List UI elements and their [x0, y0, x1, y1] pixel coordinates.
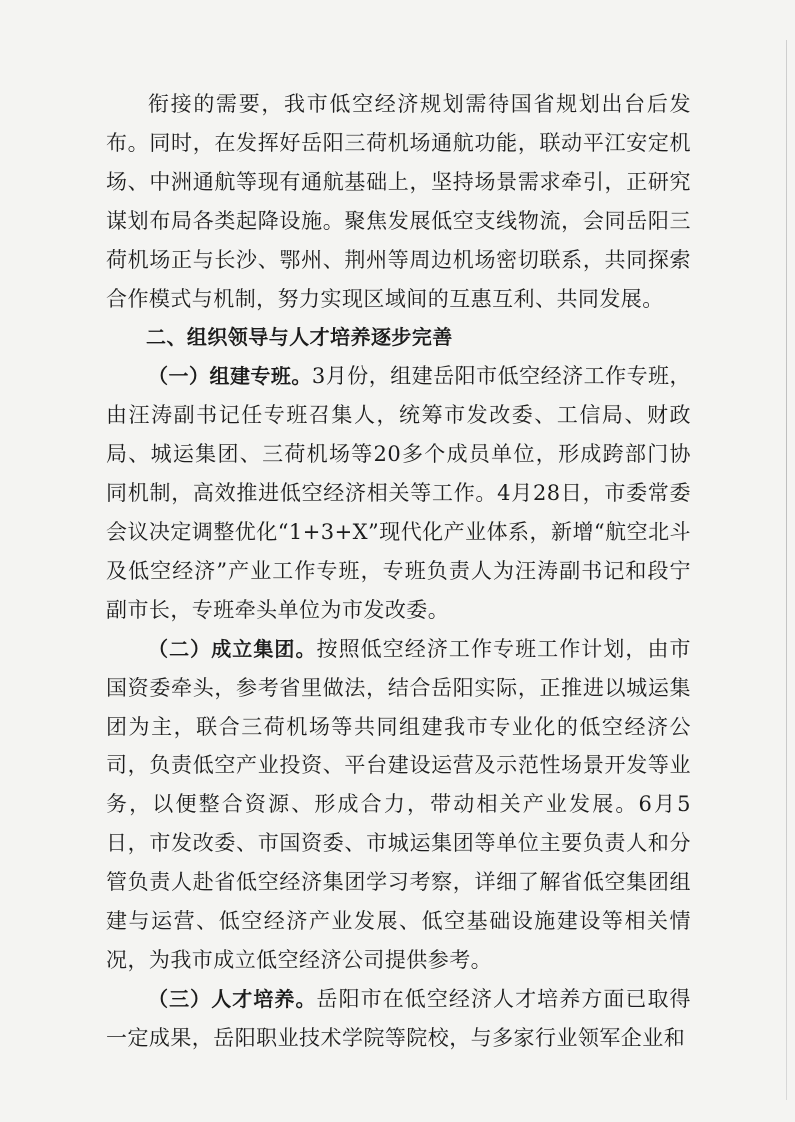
paragraph-talent	[106, 980, 691, 1058]
paragraph-group	[106, 630, 691, 980]
scan-edge-line	[786, 40, 787, 1100]
subheading-task-force: （一）组建专班。	[148, 364, 312, 389]
subheading-group: （二）成立集团。	[148, 636, 317, 661]
paragraph-task-force	[106, 357, 691, 629]
document-body	[106, 85, 691, 1058]
section-heading-2: 二、组织领导与人才培养逐步完善	[146, 325, 453, 350]
paragraph-group-body: 按照低空经济工作专班工作计划，由市国资委牵头，参考省里做法，结合岳阳实际，正推进以城运集团为主，联合三荷机场等共同组建我市专业化的低空经济公司，负责低空产业投资、平台建设运营及示范性场景开发等业务，以便整合资源、形成合力，带动相关产业发展。6月5日，市发改委、市国资委、市城运集团等单位主要负责人和分管负责人赴省低空经济集团学习考察，详细了解省低空集团组建与运营、低空经济产业发展、低空基础设施建设等相关情况，为我市成立低空经济公司提供参考。	[106, 636, 691, 972]
paragraph-task-force-body: 3月份，组建岳阳市低空经济工作专班，由汪涛副书记任专班召集人，统筹市发改委、工信局、财政局、城运集团、三荷机场等20多个成员单位，形成跨部门协同机制，高效推进低空经济相关等工作。4月28日，市委常委会议决定调整优化“1+3+X”现代化产业体系，新增“航空北斗及低空经济”产业工作专班，专班负责人为汪涛副书记和段宁副市长，专班牵头单位为市发改委。	[106, 364, 691, 622]
paragraph-planning: 衔接的需要，我市低空经济规划需待国省规划出台后发布。同时，在发挥好岳阳三荷机场通航功能，联动平江安定机场、中洲通航等现有通航基础上，坚持场景需求牵引，正研究谋划布局各类起降设施。聚焦发展低空支线物流，会同岳阳三荷机场正与长沙、鄂州、荆州等周边机场密切联系，共同探索合作模式与机制，努力实现区域间的互惠互利、共同发展。	[106, 92, 691, 311]
paragraph-talent-body: 岳阳市在低空经济人才培养方面已取得一定成果，岳阳职业技术学院等院校，与多家行业领军企业和	[106, 986, 691, 1050]
subheading-talent: （三）人才培养。	[148, 986, 317, 1011]
